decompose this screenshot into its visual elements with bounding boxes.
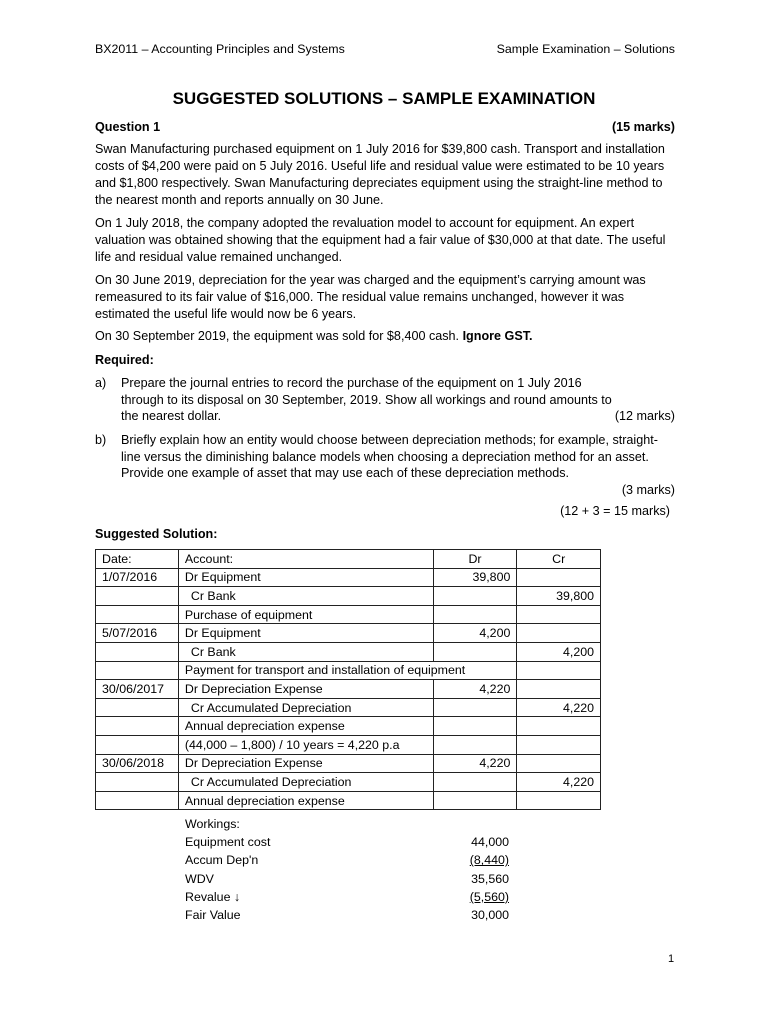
header-cr: Cr [517, 550, 601, 569]
cell-dr [433, 773, 517, 792]
cell-dr [433, 717, 517, 736]
cell-account: Cr Accumulated Depreciation [178, 773, 433, 792]
cell-account: Dr Depreciation Expense [178, 680, 433, 699]
working-label: Equipment cost [185, 835, 271, 849]
page-title: SUGGESTED SOLUTIONS – SAMPLE EXAMINATION [172, 89, 596, 108]
total-marks: (12 + 3 = 15 marks) [560, 504, 670, 518]
workings-heading: Workings: [185, 817, 240, 831]
table-row [96, 735, 601, 754]
cell-dr [433, 605, 517, 624]
item-label: b) [95, 433, 107, 447]
working-value: 35,560 [471, 871, 509, 886]
cell-date: 1/07/2016 [96, 568, 179, 587]
table-row [96, 717, 601, 736]
table-row [96, 661, 601, 680]
cell-cr [517, 624, 601, 643]
item-b [95, 432, 675, 498]
cell-cr [517, 661, 601, 680]
page-number: 1 [668, 953, 675, 965]
cell-date [96, 717, 179, 736]
cell-cr [517, 568, 601, 587]
table-row [96, 642, 601, 661]
cell-cr: 39,800 [517, 587, 601, 606]
table-row [96, 624, 601, 643]
working-label: Revalue ↓ [185, 889, 241, 904]
item-text: Briefly explain how an entity would choose between depreciation methods; for example, straight-line versus the diminishing balance models when choosing a depreciation method for an asset. Provide one example of asset that may use each of these depreciation methods. [121, 433, 658, 480]
ignore-gst: Ignore GST. [462, 329, 533, 343]
header-doc: Sample Examination – Solutions [496, 42, 675, 56]
cell-cr [517, 605, 601, 624]
cell-account: Purchase of equipment [178, 605, 433, 624]
item-marks: (3 marks) [621, 482, 675, 497]
cell-date [96, 587, 179, 606]
working-label: WDV [185, 871, 214, 886]
cell-account: Cr Bank [178, 642, 433, 661]
required-heading: Required: [95, 353, 154, 367]
cell-dr [433, 642, 517, 661]
question-label: Question 1 [95, 120, 161, 134]
working-value: (8,440) [469, 853, 509, 868]
cell-dr [433, 587, 517, 606]
cell-account: Dr Equipment [178, 568, 433, 587]
item-text: Prepare the journal entries to record the purchase of the equipment on 1 July 2016 through to its disposal on 30 September, 2019. Show all workings and round amounts to the nearest dollar. [121, 376, 612, 423]
cell-cr [517, 717, 601, 736]
table-row [96, 680, 601, 699]
cell-date [96, 698, 179, 717]
paragraph-2: On 1 July 2018, the company adopted the revaluation model to account for equipment. An expert valuation was obtained showing that the equipment had a fair value of $30,000 at that date. The useful life and residual value remained unchanged. [95, 216, 666, 264]
cell-account: Cr Accumulated Depreciation [178, 698, 433, 717]
paragraph-4 [95, 328, 675, 345]
solution-heading: Suggested Solution: [95, 527, 218, 541]
journal-table [95, 549, 601, 810]
cell-date [96, 642, 179, 661]
cell-date: 5/07/2016 [96, 624, 179, 643]
cell-date [96, 735, 179, 754]
table-row [96, 568, 601, 587]
header-dr: Dr [433, 550, 517, 569]
working-value: 44,000 [471, 835, 509, 849]
cell-dr [433, 735, 517, 754]
cell-dr: 4,220 [433, 680, 517, 699]
working-value: (5,560) [469, 889, 509, 904]
paragraph-3: On 30 June 2019, depreciation for the year was charged and the equipment’s carrying amount was remeasured to its fair value of $16,000. The residual value remains unchanged, however it was estimated the useful life would now be 6 years. [95, 273, 646, 321]
working-value: 30,000 [471, 908, 509, 923]
cell-cr: 4,200 [517, 642, 601, 661]
table-row [96, 773, 601, 792]
cell-account: Dr Depreciation Expense [178, 754, 433, 773]
cell-dr [433, 791, 517, 810]
cell-dr: 39,800 [433, 568, 517, 587]
question-heading [95, 119, 675, 136]
header-account: Account: [178, 550, 433, 569]
table-row [96, 605, 601, 624]
paragraph-4-text: On 30 September 2019, the equipment was sold for $8,400 cash. [95, 329, 460, 343]
working-label: Fair Value [185, 908, 241, 923]
cell-date [96, 773, 179, 792]
table-row [96, 698, 601, 717]
question-marks: (15 marks) [611, 120, 675, 134]
cell-dr [433, 698, 517, 717]
cell-cr [517, 754, 601, 773]
table-header-row [96, 550, 601, 569]
cell-account: Cr Bank [178, 587, 433, 606]
cell-date: 30/06/2018 [96, 754, 179, 773]
cell-cr [517, 791, 601, 810]
cell-dr: 4,200 [433, 624, 517, 643]
cell-account: Payment for transport and installation of equipment [178, 661, 516, 680]
cell-date [96, 791, 179, 810]
cell-account: (44,000 – 1,800) / 10 years = 4,220 p.a [178, 735, 433, 754]
table-row [96, 754, 601, 773]
working-label: Accum Dep'n [185, 853, 259, 868]
cell-date [96, 661, 179, 680]
table-row [96, 791, 601, 810]
cell-account: Annual depreciation expense [178, 717, 433, 736]
cell-cr [517, 680, 601, 699]
item-label: a) [95, 376, 107, 390]
header-course: BX2011 – Accounting Principles and Systems [95, 42, 345, 56]
cell-cr: 4,220 [517, 773, 601, 792]
cell-date [96, 605, 179, 624]
paragraph-1: Swan Manufacturing purchased equipment on 1 July 2016 for $39,800 cash. Transport and installation costs of $4,200 were paid on 5 July 2016. Useful life and residual value were estimated to be 10 years and $1,800 respectively. Swan Manufacturing depreciates equipment using the straight-line method to the nearest month and reports annually on 30 June. [95, 142, 665, 207]
cell-date: 30/06/2017 [96, 680, 179, 699]
cell-dr: 4,220 [433, 754, 517, 773]
cell-cr [517, 735, 601, 754]
item-a [95, 375, 675, 425]
item-marks: (12 marks) [614, 409, 675, 423]
header-date: Date: [96, 550, 179, 569]
cell-cr: 4,220 [517, 698, 601, 717]
table-row [96, 587, 601, 606]
cell-account: Annual depreciation expense [178, 791, 433, 810]
cell-account: Dr Equipment [178, 624, 433, 643]
